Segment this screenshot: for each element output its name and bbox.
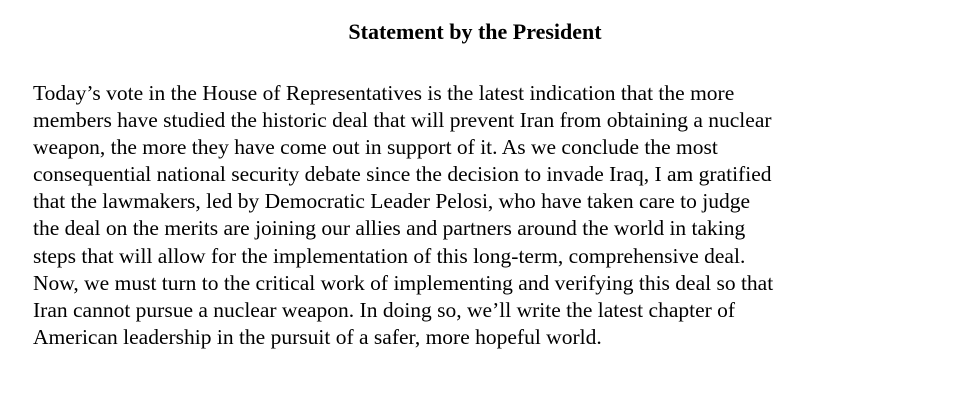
statement-paragraph (33, 80, 943, 351)
paragraph-line: steps that will allow for the implementation of this long-term, comprehensive deal. (33, 243, 746, 268)
paragraph-line: American leadership in the pursuit of a safer, more hopeful world. (33, 324, 602, 349)
paragraph-line: the deal on the merits are joining our allies and partners around the world in taking (33, 216, 746, 241)
statement-title: Statement by the President (348, 19, 602, 44)
paragraph-line: consequential national security debate since the decision to invade Iraq, I am gratified (33, 162, 772, 187)
paragraph-line: Now, we must turn to the critical work of implementing and verifying this deal so that (33, 270, 774, 295)
paragraph-line: members have studied the historic deal that will prevent Iran from obtaining a nuclear (33, 108, 772, 133)
paragraph-line: weapon, the more they have come out in support of it. As we conclude the most (33, 135, 718, 160)
paragraph-line: Iran cannot pursue a nuclear weapon. In doing so, we’ll write the latest chapter of (33, 297, 736, 322)
paragraph-line: Today’s vote in the House of Representatives is the latest indication that the more (33, 81, 735, 105)
paragraph-line: that the lawmakers, led by Democratic Leader Pelosi, who have taken care to judge (33, 189, 750, 214)
